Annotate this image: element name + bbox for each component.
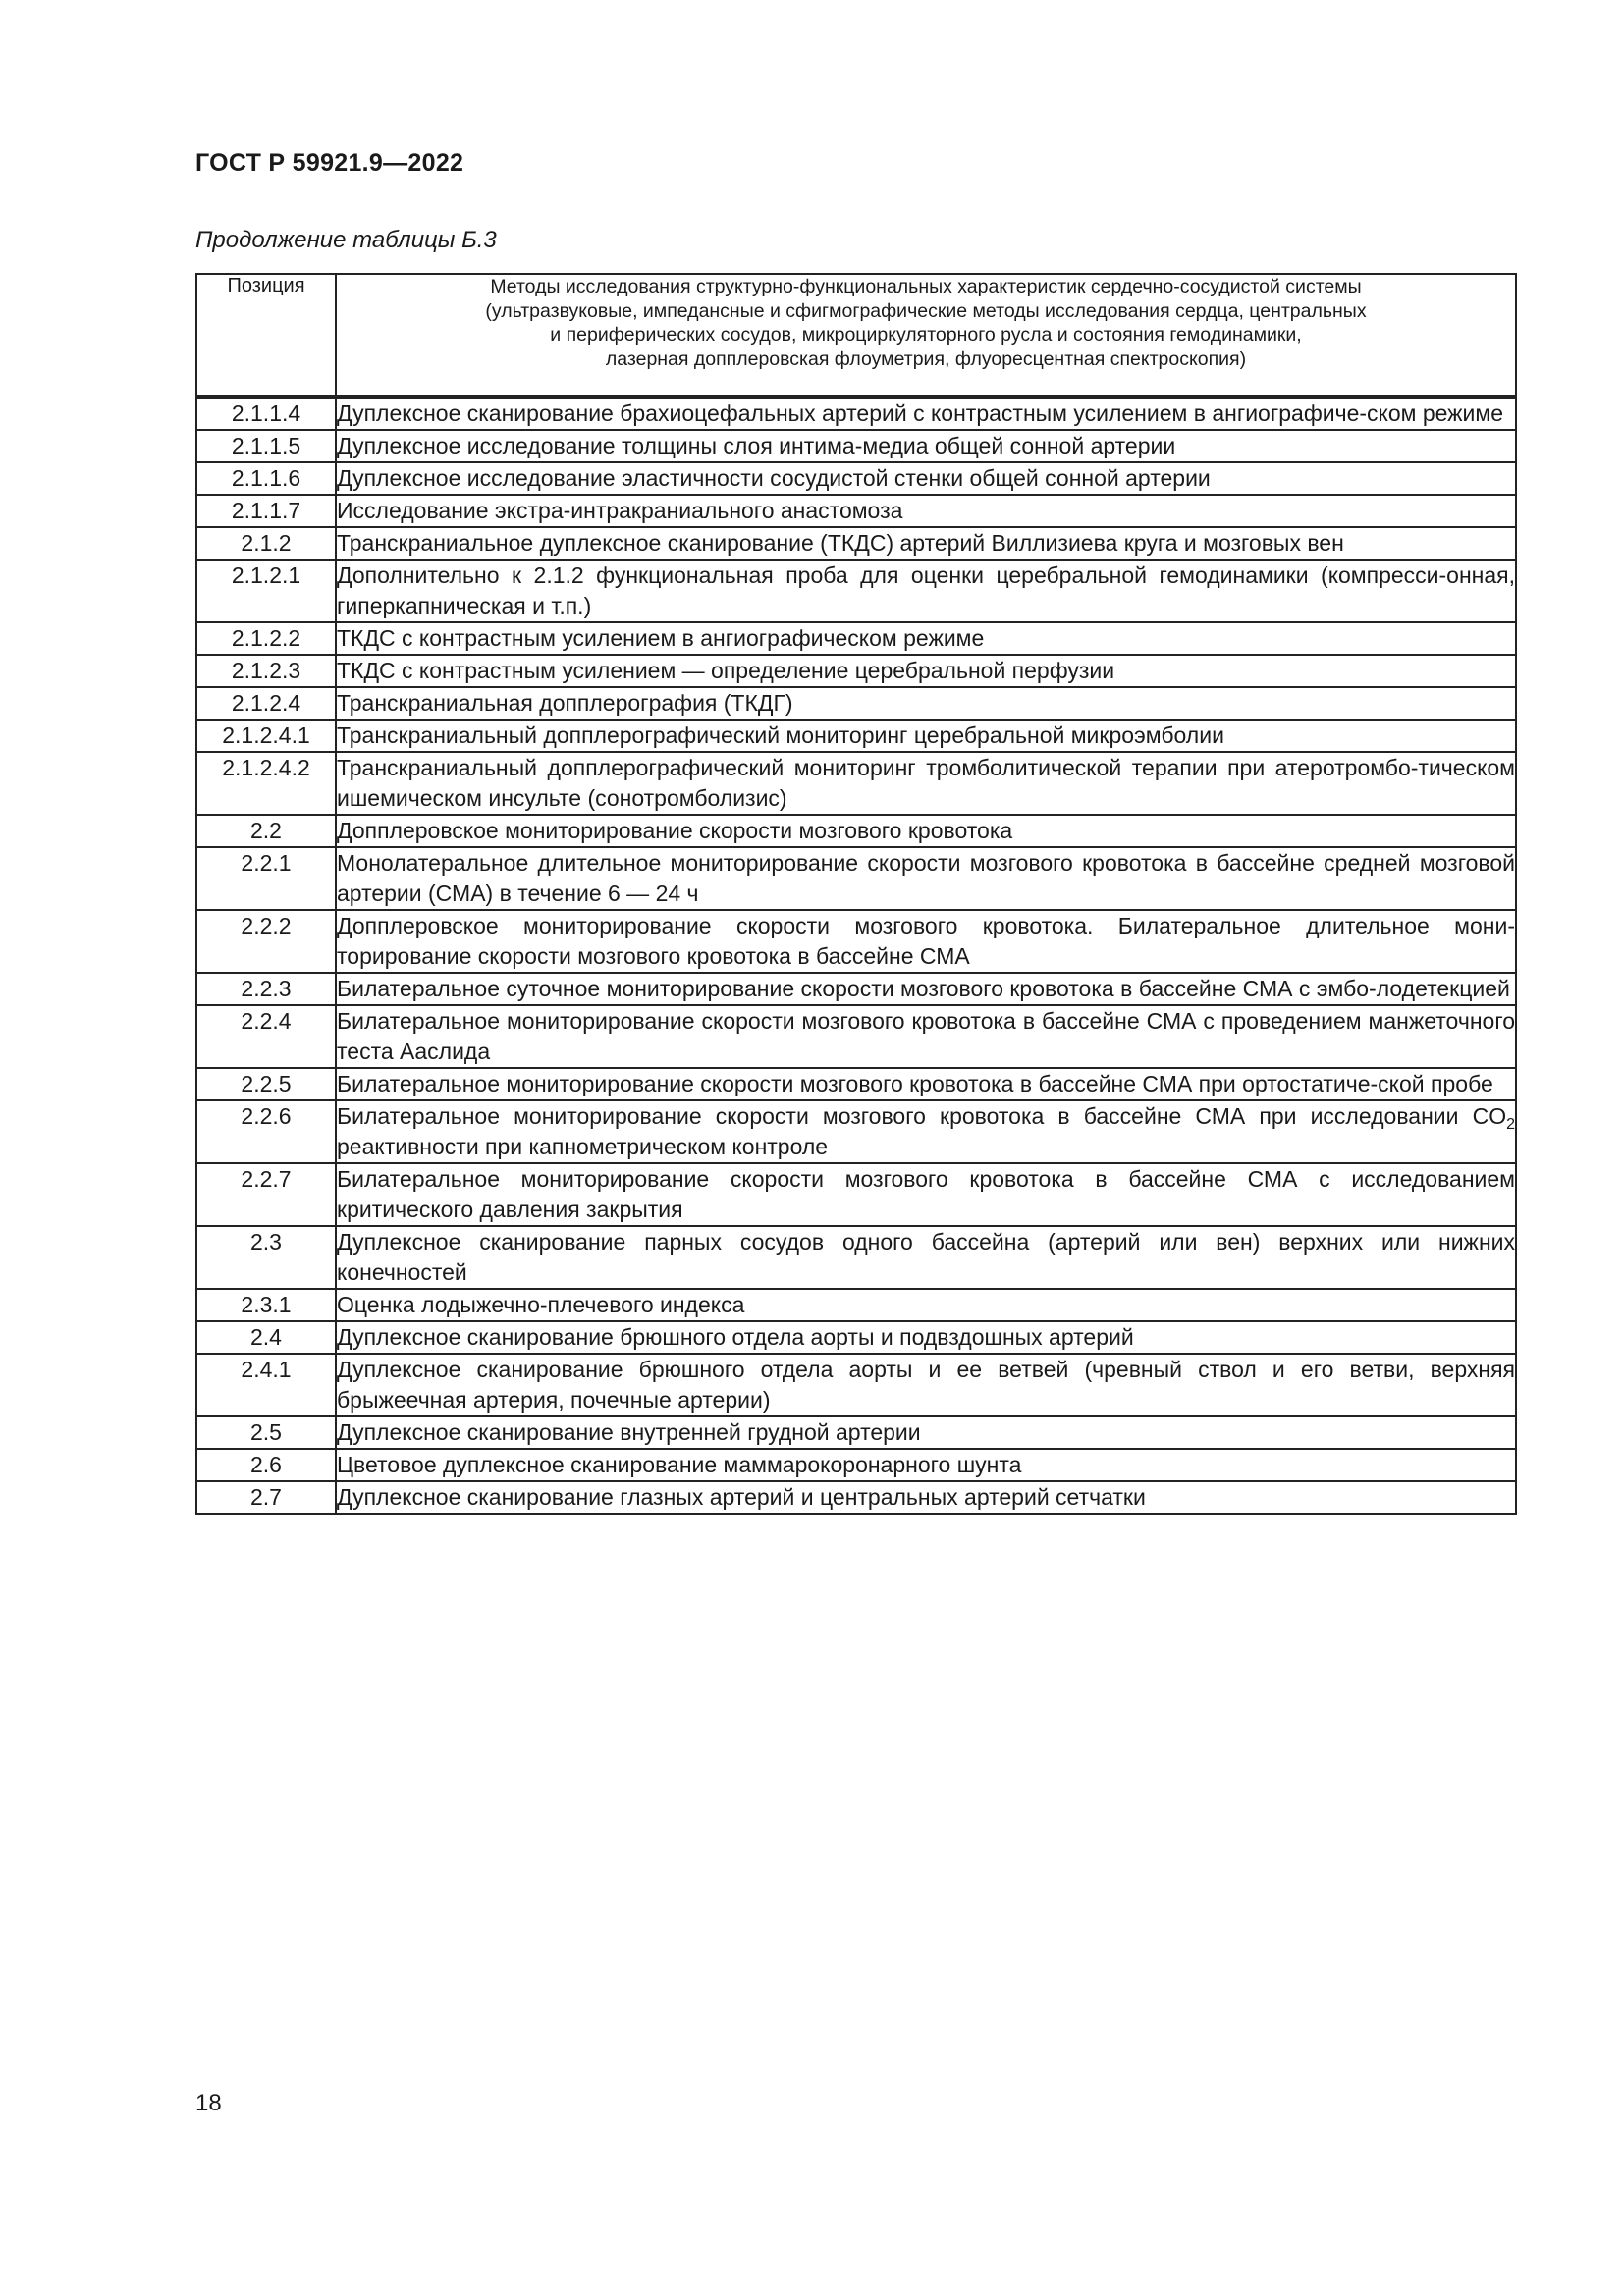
row-description-text: Монолатеральное длительное мониторирование скорости мозгового кровотока в бассейне средней мозговой артерии (СМА) в течение 6 — 24 ч [337,850,1515,906]
row-position: 2.2.1 [196,847,336,910]
table-row [196,560,1516,622]
row-description [336,847,1516,910]
table-header-row [196,274,1516,397]
row-description-text: Дуплексное сканирование брюшного отдела аорты и ее ветвей (чревный ствол и его ветви, верхняя брыжеечная артерия, почечные артерии) [337,1357,1515,1413]
row-description [336,560,1516,622]
table-row [196,622,1516,655]
table-row [196,815,1516,847]
methods-table [195,273,1517,1515]
table-body [196,397,1516,1514]
row-description [336,1100,1516,1163]
table-row [196,1321,1516,1354]
header-line: Методы исследования структурно-функциональных характеристик сердечно-сосудистой системы [490,276,1362,297]
row-description-text: Транскраниальный допплерографический мониторинг церебральной микроэмболии [337,722,1224,748]
row-position: 2.1.1.4 [196,397,336,430]
table-row [196,1068,1516,1100]
row-position: 2.2.2 [196,910,336,973]
row-description-text: Билатеральное мониторирование скорости мозгового кровотока в бассейне СМА с проведением манжеточного теста Аaслида [337,1008,1515,1064]
row-description [336,1005,1516,1068]
row-description [336,1321,1516,1354]
table-row [196,655,1516,687]
header-line: лазерная допплеровская флоуметрия, флуоресцентная спектроскопия) [605,347,1247,370]
row-position: 2.6 [196,1449,336,1481]
row-description [336,1481,1516,1514]
row-description [336,430,1516,462]
column-header-position: Позиция [196,274,336,397]
row-description [336,973,1516,1005]
row-description-text: Транскраниальная допплерография (ТКДГ) [337,690,793,716]
table-row [196,397,1516,430]
row-description [336,910,1516,973]
row-description-text: Дополнительно к 2.1.2 функциональная проба для оценки церебральной гемодинамики (компресси-онная, гиперкапническая и т.п.) [337,562,1515,618]
table-caption: Продолжение таблицы Б.3 [195,227,497,253]
row-description [336,1449,1516,1481]
row-description [336,1163,1516,1226]
row-position: 2.4 [196,1321,336,1354]
table-row [196,1354,1516,1416]
header-line: (ультразвуковые, импедансные и сфигмографические методы исследования сердца, центральных [485,299,1367,322]
table-row [196,1289,1516,1321]
table-row [196,1226,1516,1289]
row-position: 2.1.1.5 [196,430,336,462]
row-description-text: Исследование экстра-интракраниального анастомоза [337,498,903,523]
table-row [196,1449,1516,1481]
row-position: 2.2.7 [196,1163,336,1226]
table-row [196,1416,1516,1449]
row-position: 2.2.6 [196,1100,336,1163]
row-description-text: Допплеровское мониторирование скорости мозгового кровотока [337,818,1013,843]
column-header-methods [336,274,1516,397]
table-row [196,527,1516,560]
row-description-text: Дуплексное сканирование брюшного отдела аорты и подвздошных артерий [337,1324,1134,1350]
row-description [336,527,1516,560]
row-position: 2.1.1.6 [196,462,336,495]
row-description-text: Билатеральное мониторирование скорости мозгового кровотока в бассейне СМА при ортостатиче-ской пробе [337,1071,1493,1096]
row-position: 2.1.2.4.2 [196,752,336,815]
row-description-text: Дуплексное сканирование внутренней грудной артерии [337,1419,921,1445]
table-row [196,973,1516,1005]
row-description-text: Дуплексное сканирование парных сосудов одного бассейна (артерий или вен) верхних или нижних конечностей [337,1229,1515,1285]
standard-designation: ГОСТ Р 59921.9—2022 [195,149,464,177]
row-position: 2.1.2 [196,527,336,560]
row-description-text: Дуплексное сканирование глазных артерий и центральных артерий сетчатки [337,1484,1146,1510]
row-position: 2.1.2.3 [196,655,336,687]
row-description-text: Билатеральное мониторирование скорости мозгового кровотока в бассейне СМА с исследованием критического давления закрытия [337,1166,1515,1222]
row-description [336,1226,1516,1289]
row-description [336,655,1516,687]
row-description-text: ТКДС с контрастным усилением в ангиографическом режиме [337,625,985,651]
row-position: 2.1.2.4 [196,687,336,720]
row-description [336,397,1516,430]
page-number: 18 [195,2090,222,2116]
table-row [196,847,1516,910]
table-row [196,720,1516,752]
row-position: 2.1.2.4.1 [196,720,336,752]
row-description-text: Транскраниальный допплерографический мониторинг тромболитической терапии при атеротромбо-тическом ишемическом инсульте (сонотромболизис) [337,755,1515,811]
header-line: и периферических сосудов, микроциркуляторного русла и состояния гемодинамики, [550,324,1302,346]
row-description-text: Допплеровское мониторирование скорости мозгового кровотока. Билатеральное длительное мони-торирование скорости мозгового кровотока в бассейне СМА [337,913,1515,969]
row-description [336,462,1516,495]
row-position: 2.3 [196,1226,336,1289]
row-description [336,687,1516,720]
row-description-text: ТКДС с контрастным усилением — определение церебральной перфузии [337,658,1115,683]
table-row [196,910,1516,973]
row-position: 2.3.1 [196,1289,336,1321]
row-description-text: Дуплексное исследование эластичности сосудистой стенки общей сонной артерии [337,465,1211,491]
table-row [196,1005,1516,1068]
row-position: 2.2 [196,815,336,847]
row-description-text: Транскраниальное дуплексное сканирование (ТКДС) артерий Виллизиева круга и мозговых вен [337,530,1344,556]
row-description [336,1354,1516,1416]
row-description [336,815,1516,847]
chemical-subscript: 2 [1506,1116,1515,1133]
row-description-text: Билатеральное мониторирование скорости мозгового кровотока в бассейне СМА при исследовании [337,1103,1459,1129]
row-description-text: Оценка лодыжечно-плечевого индекса [337,1292,745,1317]
table-row [196,752,1516,815]
row-position: 2.4.1 [196,1354,336,1416]
row-description [336,1416,1516,1449]
row-position: 2.7 [196,1481,336,1514]
row-position: 2.1.2.1 [196,560,336,622]
table-row [196,1481,1516,1514]
table-row [196,1163,1516,1226]
table-row [196,495,1516,527]
row-description [336,622,1516,655]
row-position: 2.5 [196,1416,336,1449]
row-description [336,1068,1516,1100]
row-description-text: Цветовое дуплексное сканирование маммарокоронарного шунта [337,1452,1022,1477]
table-row [196,687,1516,720]
row-description-text-continued: реактивности при капнометрическом контроле [337,1134,829,1159]
row-position: 2.1.2.2 [196,622,336,655]
row-description [336,720,1516,752]
row-position: 2.2.5 [196,1068,336,1100]
table-row [196,1100,1516,1163]
row-description-text: Дуплексное сканирование брахиоцефальных артерий с контрастным усилением в ангиографиче-ском режиме [337,400,1504,426]
row-position: 2.2.3 [196,973,336,1005]
table-row [196,430,1516,462]
row-description-text: Билатеральное суточное мониторирование скорости мозгового кровотока в бассейне СМА с эмбо-лодетекцией [337,976,1510,1001]
row-position: 2.2.4 [196,1005,336,1068]
row-description [336,1289,1516,1321]
row-description [336,495,1516,527]
row-description-text: Дуплексное исследование толщины слоя интима-медиа общей сонной артерии [337,433,1176,458]
row-description [336,752,1516,815]
table-row [196,462,1516,495]
chemical-formula: CO [1472,1103,1507,1129]
row-position: 2.1.1.7 [196,495,336,527]
